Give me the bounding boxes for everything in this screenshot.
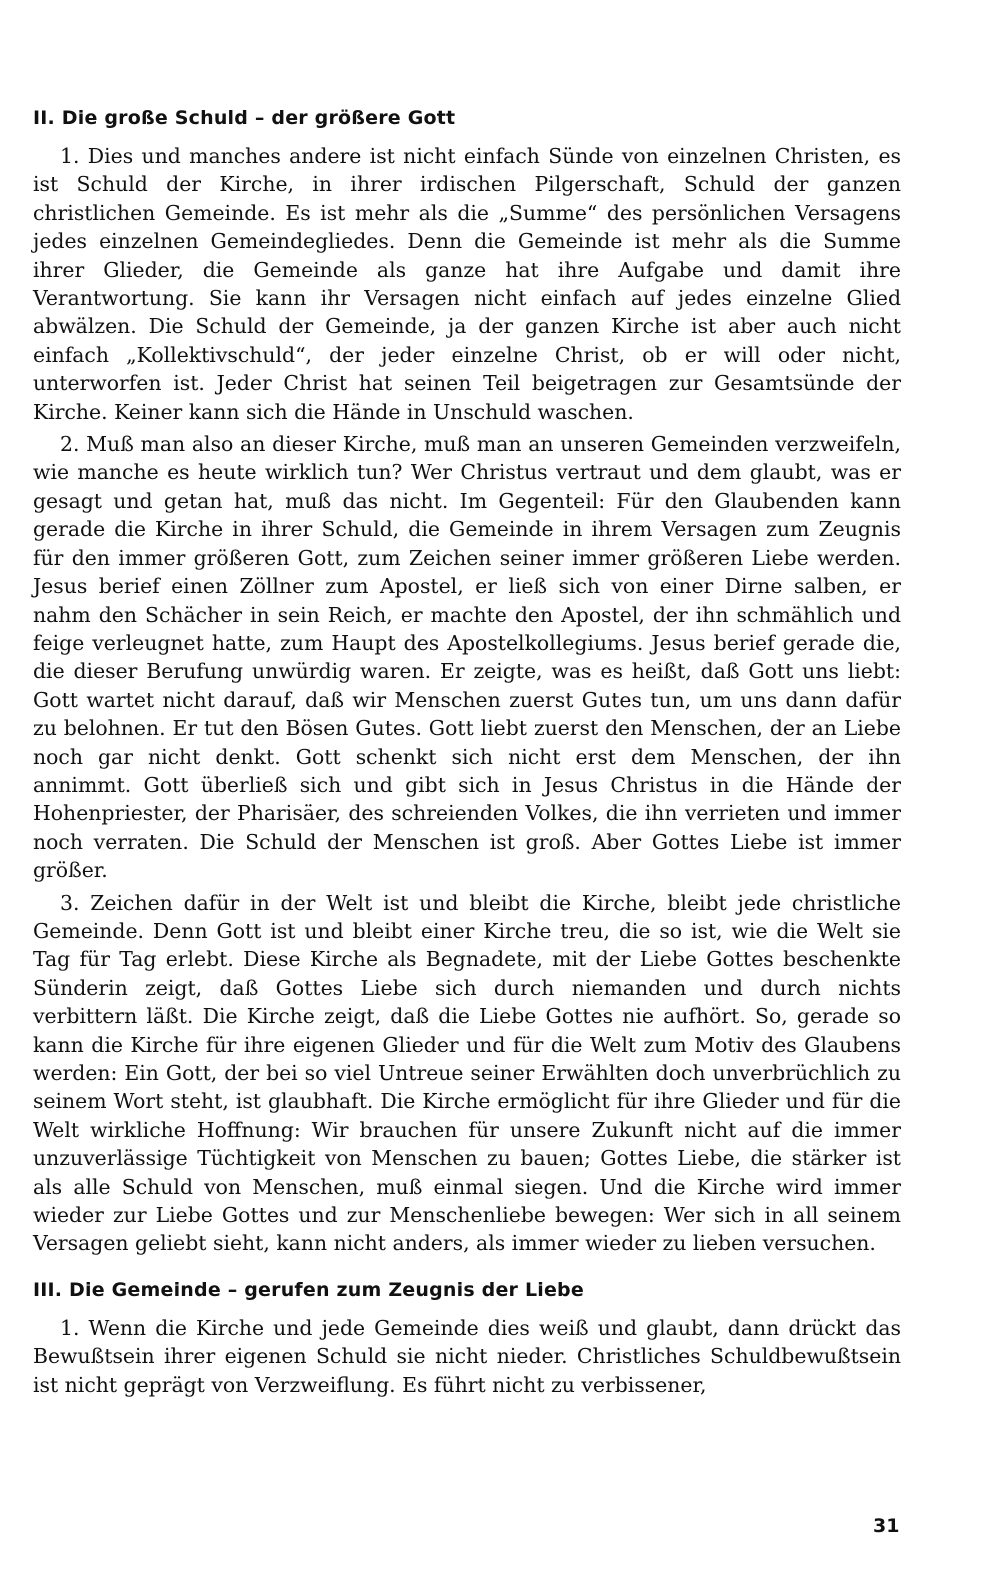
paragraph-iii-1: 1. Wenn die Kirche und jede Gemeinde dies weiß und glaubt, dann drückt das Bewußtsein ihrer eigenen Schuld sie nicht nieder. Christliches Schuldbewußtsein ist nicht geprägt von Verzweiflung. Es führt nicht zu verbissener, [33,1315,901,1397]
page-number: 31 [873,1515,900,1537]
section-heading-ii: II. Die große Schuld – der größere Gott [33,107,456,129]
paragraph-ii-2: 2. Muß man also an dieser Kirche, muß man an unseren Gemeinden verzweifeln, wie manche es heute wirklich tun? Wer Christus vertraut und dem glaubt, was er gesagt und getan hat, muß das nicht. Im Gegenteil: Für den Glaubenden kann gerade die Kirche in ihrer Schuld, die Gemeinde in ihrem Versagen zum Zeugnis für den immer größeren Gott, zum Zeichen seiner immer größeren Liebe werden. Jesus berief einen Zöllner zum Apostel, er ließ sich von einer Dirne salben, er nahm den Schächer in sein Reich, er machte den Apostel, der ihn schmählich und feige verleugnet hatte, zum Haupt des Apostelkollegiums. Jesus berief gerade die, die dieser Berufung unwürdig waren. Er zeigte, was es heißt, daß Gott uns liebt: Gott wartet nicht darauf, daß wir Menschen zuerst Gutes tun, um uns dann dafür zu belohnen. Er tut den Bösen Gutes. Gott liebt zuerst den Menschen, der an Liebe noch gar nicht denkt. Gott schenkt sich nicht erst dem Menschen, der ihn annimmt. Gott überließ sich und gibt sich in Jesus Christus in die Hände der Hohenpriester, der Pharisäer, des schreienden Volkes, die ihn verrieten und immer noch verraten. Die Schuld der Menschen ist groß. Aber Gottes Liebe ist immer größer. [33,432,901,883]
page-content [33,104,901,1403]
section-heading-iii: III. Die Gemeinde – gerufen zum Zeugnis der Liebe [33,1278,584,1301]
paragraph-ii-3: 3. Zeichen dafür in der Welt ist und bleibt die Kirche, bleibt jede christliche Gemeinde. Denn Gott ist und bleibt einer Kirche treu, die so ist, wie die Welt sie Tag für Tag erlebt. Diese Kirche als Begnadete, mit der Liebe Gottes beschenkte Sünderin zeigt, daß Gottes Liebe sich durch niemanden und durch nichts verbittern läßt. Die Kirche zeigt, daß die Liebe Gottes nie aufhört. So, gerade so kann die Kirche für ihre eigenen Glieder und für die Welt zum Motiv des Glaubens werden: Ein Gott, der bei so viel Untreue seiner Erwählten doch unverbrüchlich zu seinem Wort steht, ist glaubhaft. Die Kirche ermöglicht für ihre Glieder und für die Welt wirkliche Hoffnung: Wir brauchen für unsere Zukunft nicht auf die immer unzuverlässige Tüchtigkeit von Menschen zu bauen; Gottes Liebe, die stärker ist als alle Schuld von Menschen, muß einmal siegen. Und die Kirche wird immer wieder zur Liebe Gottes und zur Menschenliebe bewegen: Wer sich in all seinem Versagen geliebt sieht, kann nicht anders, als immer wieder zu lieben versuchen. [33,890,901,1256]
paragraph-ii-1: 1. Dies und manches andere ist nicht einfach Sünde von einzelnen Christen, es ist Schuld der Kirche, in ihrer irdischen Pilgerschaft, Schuld der ganzen christlichen Gemeinde. Es ist mehr als die „Summe“ des persönlichen Versagens jedes einzelnen Gemeindegliedes. Denn die Gemeinde ist mehr als die Summe ihrer Glieder, die Gemeinde als ganze hat ihre Aufgabe und damit ihre Verantwortung. Sie kann ihr Versagen nicht einfach auf jedes einzelne Glied abwälzen. Die Schuld der Gemeinde, ja der ganzen Kirche ist aber auch nicht einfach „Kollektivschuld“, der jeder einzelne Christ, ob er will oder nicht, unterworfen ist. Jeder Christ hat seinen Teil beigetragen zur Gesamtsünde der Kirche. Keiner kann sich die Hände in Unschuld waschen. [33,144,901,424]
